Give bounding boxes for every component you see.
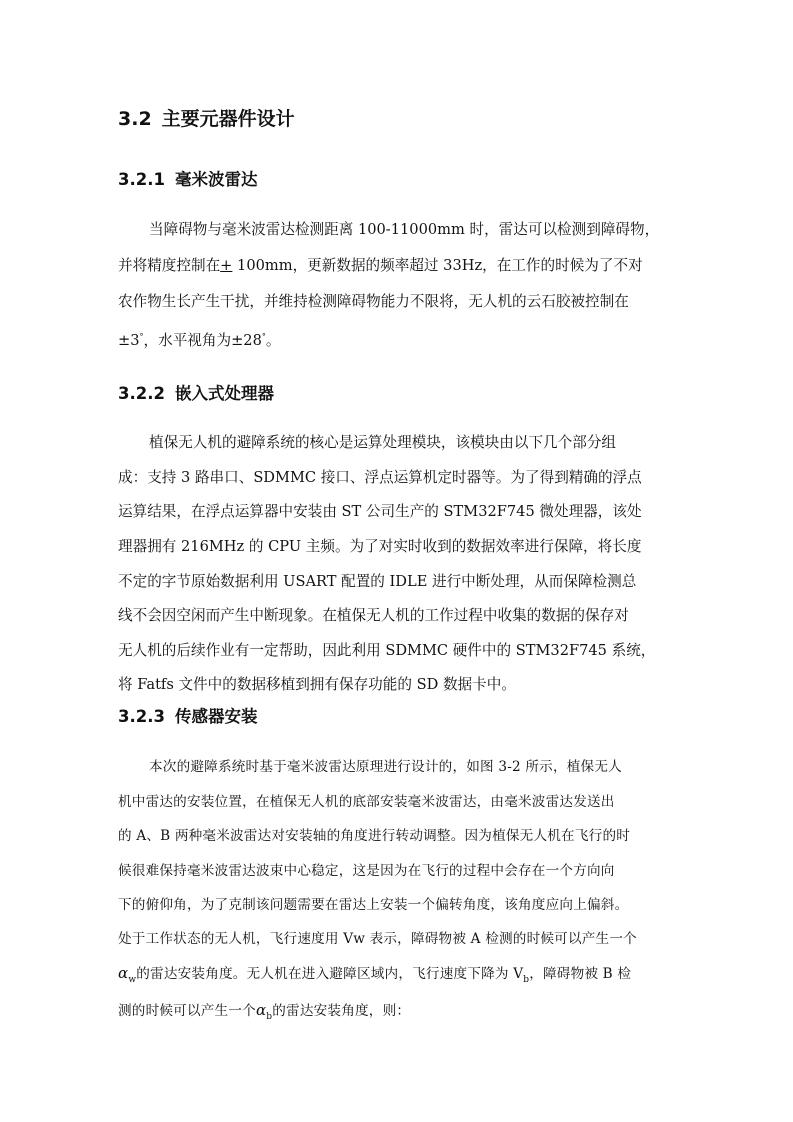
paragraph-line: 不定的字节原始数据利用 USART 配置的 IDLE 进行中断处理，从而保障检测总 — [118, 573, 637, 590]
paragraph-line: 当障碍物与毫米波雷达检测距离 100-11000mm 时，雷达可以检测到障碍物， — [149, 221, 660, 238]
subscript: b — [523, 975, 530, 985]
text-run: 的雷达安装角度，则： — [272, 1003, 411, 1019]
degree-symbol: ° — [261, 332, 266, 341]
paragraph-line: 下的俯仰角，为了克制该问题需要在雷达上安装一个偏转角度，该角度应向上偏斜。 — [118, 897, 629, 913]
subscript: b — [266, 1012, 273, 1022]
text-run: 测的时候可以产生一个 — [118, 1003, 256, 1019]
paragraph-line — [118, 1000, 410, 1027]
subsection-title: 传感器安装 — [174, 707, 258, 726]
paragraph-line — [118, 963, 631, 990]
subsection-number: 3.2.3 — [118, 707, 165, 726]
paragraph-line: 植保无人机的避障系统的核心是运算处理模块，该模块由以下几个部分组 — [149, 434, 617, 451]
subscript: w — [128, 975, 137, 985]
paragraph-line — [118, 327, 281, 351]
subsection-heading-radar — [118, 166, 257, 190]
alpha-symbol: α — [118, 964, 129, 982]
section-title: 主要元器件设计 — [161, 108, 295, 130]
subsection-number: 3.2.1 — [118, 170, 165, 189]
subsection-title: 嵌入式处理器 — [174, 384, 274, 403]
text-run: ，水平视角为±28 — [143, 332, 262, 349]
paragraph-line: 成：支持 3 路串口、SDMMC 接口、浮点运算机定时器等。为了得到精确的浮点 — [118, 469, 642, 486]
text-run: 100mm，更新数据的频率超过 33Hz，在工作的时候为了不对 — [232, 257, 643, 274]
degree-symbol: ° — [139, 332, 144, 341]
subsection-heading-sensor — [118, 703, 257, 727]
plus-minus-sign: + — [220, 257, 233, 274]
paragraph-line: 运算结果，在浮点运算器中安装由 ST 公司生产的 STM32F745 微处理器，该处 — [118, 503, 642, 520]
alpha-symbol: α — [255, 1001, 267, 1019]
text-run: ，障碍物被 B 检 — [529, 966, 632, 982]
paragraph-line: 的 A、B 两种毫米波雷达对安装轴的角度进行转动调整。因为植保无人机在飞行的时 — [118, 828, 631, 844]
paragraph-line: 机中雷达的安装位置，在植保无人机的底部安装毫米波雷达，由毫米波雷达发送出 — [118, 794, 615, 810]
paragraph-line: 处于工作状态的无人机，飞行速度用 Vw 表示，障碍物被 A 检测的时候可以产生一个 — [118, 931, 637, 947]
subsection-title: 毫米波雷达 — [174, 170, 258, 189]
paragraph-line: 理器拥有 216MHz 的 CPU 主频。为了对实时收到的数据效率进行保障，将长度 — [118, 538, 642, 555]
paragraph-line: 线不会因空闲而产生中断现象。在植保无人机的工作过程中收集的数据的保存对 — [118, 607, 629, 624]
paragraph-line — [118, 256, 643, 276]
subsection-heading-processor — [118, 380, 274, 404]
paragraph-line: 本次的避障系统时基于毫米波雷达原理进行设计的，如图 3-2 所示，植保无人 — [149, 759, 622, 775]
section-heading — [118, 104, 295, 131]
paragraph-line: 候很难保持毫米波雷达波束中心稳定，这是因为在飞行的过程中会存在一个方向向 — [118, 863, 615, 879]
subsection-number: 3.2.2 — [118, 384, 165, 403]
text-run: 的雷达安装角度。无人机在进入避障区域内，飞行速度下降为 V — [136, 966, 524, 982]
text-run: 并将精度控制在 — [118, 257, 221, 274]
paragraph-line: 将 Fatfs 文件中的数据移植到拥有保存功能的 SD 数据卡中。 — [118, 676, 516, 693]
section-number: 3.2 — [118, 108, 152, 130]
text-run: ±3 — [118, 332, 140, 349]
paragraph-line: 农作物生长产生干扰，并维持检测障碍物能力不限将，无人机的云石胶被控制在 — [118, 293, 629, 310]
text-run: 。 — [265, 332, 281, 349]
paragraph-line: 无人机的后续作业有一定帮助，因此利用 SDMMC 硬件中的 STM32F745 系统， — [118, 642, 656, 659]
